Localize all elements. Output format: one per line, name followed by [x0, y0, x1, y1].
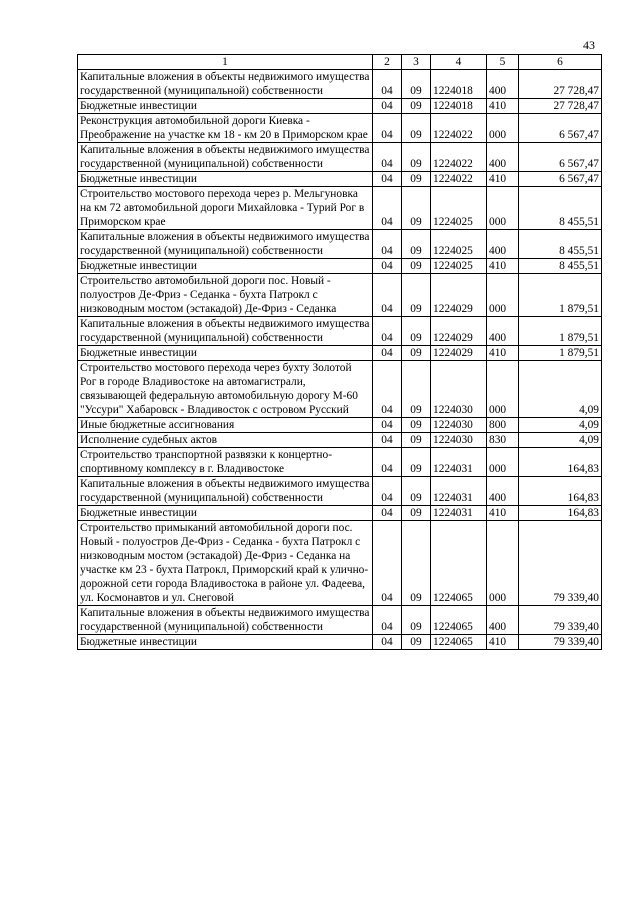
expense-type-code: 000 — [487, 448, 519, 477]
section-code: 04 — [373, 418, 402, 433]
target-article-code: 1224031 — [431, 448, 487, 477]
subsection-code: 09 — [402, 477, 431, 506]
section-code: 04 — [373, 259, 402, 274]
target-article-code: 1224065 — [431, 635, 487, 650]
target-article-code: 1224025 — [431, 187, 487, 230]
section-code: 04 — [373, 172, 402, 187]
header-row — [78, 55, 602, 70]
amount: 27 728,47 — [519, 99, 602, 114]
section-code: 04 — [373, 114, 402, 143]
target-article-code: 1224022 — [431, 143, 487, 172]
target-article-code: 1224030 — [431, 433, 487, 448]
section-code: 04 — [373, 433, 402, 448]
target-article-code: 1224031 — [431, 506, 487, 521]
expense-type-code: 400 — [487, 317, 519, 346]
item-name: Капитальные вложения в объекты недвижимого имущества государственной (муниципальной) собственности — [78, 317, 373, 346]
item-name: Строительство мостового перехода через р. Мельгуновка на км 72 автомобильной дороги Михайловка - Турий Рог в Приморском крае — [78, 187, 373, 230]
subsection-code: 09 — [402, 99, 431, 114]
subsection-code: 09 — [402, 187, 431, 230]
table-row — [78, 187, 602, 230]
item-name: Бюджетные инвестиции — [78, 259, 373, 274]
item-name: Капитальные вложения в объекты недвижимого имущества государственной (муниципальной) собственности — [78, 143, 373, 172]
amount: 79 339,40 — [519, 635, 602, 650]
expense-type-code: 400 — [487, 606, 519, 635]
target-article-code: 1224065 — [431, 606, 487, 635]
expense-type-code: 410 — [487, 99, 519, 114]
subsection-code: 09 — [402, 317, 431, 346]
table-row — [78, 99, 602, 114]
item-name: Строительство автомобильной дороги пос. Новый - полуостров Де-Фриз - Седанка - бухта Патрокл с низководным мостом (эстакадой) Де-Фриз - Седанка — [78, 274, 373, 317]
subsection-code: 09 — [402, 230, 431, 259]
amount: 79 339,40 — [519, 606, 602, 635]
section-code: 04 — [373, 99, 402, 114]
amount: 6 567,47 — [519, 114, 602, 143]
expense-type-code: 400 — [487, 70, 519, 99]
expense-type-code: 800 — [487, 418, 519, 433]
table-row — [78, 143, 602, 172]
item-name: Строительство примыканий автомобильной дороги пос. Новый - полуостров Де-Фриз - Седанка - бухта Патрокл с низководным мостом (эстакадой) Де-Фриз - Седанка на участке км 23 - бухта Патрокл, Приморский край к улично-дорожной сети города Владивостока в районе ул. Фадеева, ул. Космонавтов и ул. Снеговой — [78, 521, 373, 606]
item-name: Бюджетные инвестиции — [78, 99, 373, 114]
subsection-code: 09 — [402, 346, 431, 361]
item-name: Бюджетные инвестиции — [78, 346, 373, 361]
item-name: Строительство мостового перехода через бухту Золотой Рог в городе Владивостоке на автомагистрали, связывающей федеральную автомобильную дорогу М-60 "Уссури" Хабаровск - Владивосток с островом Русский — [78, 361, 373, 418]
amount: 1 879,51 — [519, 274, 602, 317]
header-cell: 2 — [373, 55, 402, 70]
amount: 4,09 — [519, 418, 602, 433]
expense-type-code: 410 — [487, 172, 519, 187]
table-row — [78, 418, 602, 433]
page-number: 43 — [583, 38, 595, 52]
amount: 27 728,47 — [519, 70, 602, 99]
header-cell: 5 — [487, 55, 519, 70]
table-row — [78, 521, 602, 606]
amount: 8 455,51 — [519, 259, 602, 274]
section-code: 04 — [373, 187, 402, 230]
subsection-code: 09 — [402, 70, 431, 99]
item-name: Строительство транспортной развязки к концертно-спортивному комплексу в г. Владивостоке — [78, 448, 373, 477]
target-article-code: 1224065 — [431, 521, 487, 606]
amount: 1 879,51 — [519, 317, 602, 346]
section-code: 04 — [373, 274, 402, 317]
table-row — [78, 477, 602, 506]
table-row — [78, 346, 602, 361]
expense-type-code: 410 — [487, 506, 519, 521]
section-code: 04 — [373, 230, 402, 259]
expense-type-code: 400 — [487, 143, 519, 172]
target-article-code: 1224031 — [431, 477, 487, 506]
amount: 8 455,51 — [519, 230, 602, 259]
item-name: Капитальные вложения в объекты недвижимого имущества государственной (муниципальной) собственности — [78, 70, 373, 99]
expense-type-code: 400 — [487, 230, 519, 259]
expense-type-code: 000 — [487, 274, 519, 317]
item-name: Капитальные вложения в объекты недвижимого имущества государственной (муниципальной) собственности — [78, 477, 373, 506]
section-code: 04 — [373, 506, 402, 521]
section-code: 04 — [373, 361, 402, 418]
amount: 164,83 — [519, 448, 602, 477]
header-cell: 1 — [78, 55, 373, 70]
table-row — [78, 172, 602, 187]
budget-table — [77, 54, 602, 650]
table-row — [78, 317, 602, 346]
subsection-code: 09 — [402, 143, 431, 172]
section-code: 04 — [373, 70, 402, 99]
table-row — [78, 361, 602, 418]
amount: 79 339,40 — [519, 521, 602, 606]
table-row — [78, 70, 602, 99]
expense-type-code: 000 — [487, 187, 519, 230]
section-code: 04 — [373, 143, 402, 172]
subsection-code: 09 — [402, 259, 431, 274]
subsection-code: 09 — [402, 274, 431, 317]
amount: 164,83 — [519, 506, 602, 521]
target-article-code: 1224029 — [431, 317, 487, 346]
header-cell: 4 — [431, 55, 487, 70]
header-cell: 3 — [402, 55, 431, 70]
table-row — [78, 635, 602, 650]
item-name: Бюджетные инвестиции — [78, 172, 373, 187]
subsection-code: 09 — [402, 172, 431, 187]
table-row — [78, 433, 602, 448]
section-code: 04 — [373, 477, 402, 506]
section-code: 04 — [373, 317, 402, 346]
subsection-code: 09 — [402, 448, 431, 477]
expense-type-code: 000 — [487, 114, 519, 143]
section-code: 04 — [373, 521, 402, 606]
subsection-code: 09 — [402, 506, 431, 521]
table-row — [78, 259, 602, 274]
expense-type-code: 830 — [487, 433, 519, 448]
target-article-code: 1224029 — [431, 346, 487, 361]
table-row — [78, 448, 602, 477]
subsection-code: 09 — [402, 433, 431, 448]
amount: 4,09 — [519, 361, 602, 418]
item-name: Бюджетные инвестиции — [78, 506, 373, 521]
item-name: Иные бюджетные ассигнования — [78, 418, 373, 433]
expense-type-code: 000 — [487, 361, 519, 418]
expense-type-code: 410 — [487, 346, 519, 361]
expense-type-code: 410 — [487, 635, 519, 650]
amount: 8 455,51 — [519, 187, 602, 230]
subsection-code: 09 — [402, 418, 431, 433]
expense-type-code: 400 — [487, 477, 519, 506]
target-article-code: 1224030 — [431, 361, 487, 418]
amount: 164,83 — [519, 477, 602, 506]
target-article-code: 1224025 — [431, 259, 487, 274]
expense-type-code: 000 — [487, 521, 519, 606]
item-name: Реконструкция автомобильной дороги Киевка - Преображение на участке км 18 - км 20 в Приморском крае — [78, 114, 373, 143]
subsection-code: 09 — [402, 114, 431, 143]
section-code: 04 — [373, 635, 402, 650]
table-row — [78, 606, 602, 635]
item-name: Исполнение судебных актов — [78, 433, 373, 448]
header-cell: 6 — [519, 55, 602, 70]
target-article-code: 1224029 — [431, 274, 487, 317]
table-row — [78, 274, 602, 317]
amount: 6 567,47 — [519, 172, 602, 187]
table-row — [78, 230, 602, 259]
target-article-code: 1224030 — [431, 418, 487, 433]
item-name: Капитальные вложения в объекты недвижимого имущества государственной (муниципальной) собственности — [78, 606, 373, 635]
target-article-code: 1224018 — [431, 99, 487, 114]
amount: 4,09 — [519, 433, 602, 448]
section-code: 04 — [373, 606, 402, 635]
table-row — [78, 506, 602, 521]
subsection-code: 09 — [402, 361, 431, 418]
section-code: 04 — [373, 346, 402, 361]
item-name: Бюджетные инвестиции — [78, 635, 373, 650]
target-article-code: 1224018 — [431, 70, 487, 99]
target-article-code: 1224025 — [431, 230, 487, 259]
item-name: Капитальные вложения в объекты недвижимого имущества государственной (муниципальной) собственности — [78, 230, 373, 259]
expense-type-code: 410 — [487, 259, 519, 274]
subsection-code: 09 — [402, 635, 431, 650]
subsection-code: 09 — [402, 521, 431, 606]
subsection-code: 09 — [402, 606, 431, 635]
amount: 1 879,51 — [519, 346, 602, 361]
table-row — [78, 114, 602, 143]
section-code: 04 — [373, 448, 402, 477]
amount: 6 567,47 — [519, 143, 602, 172]
target-article-code: 1224022 — [431, 172, 487, 187]
target-article-code: 1224022 — [431, 114, 487, 143]
